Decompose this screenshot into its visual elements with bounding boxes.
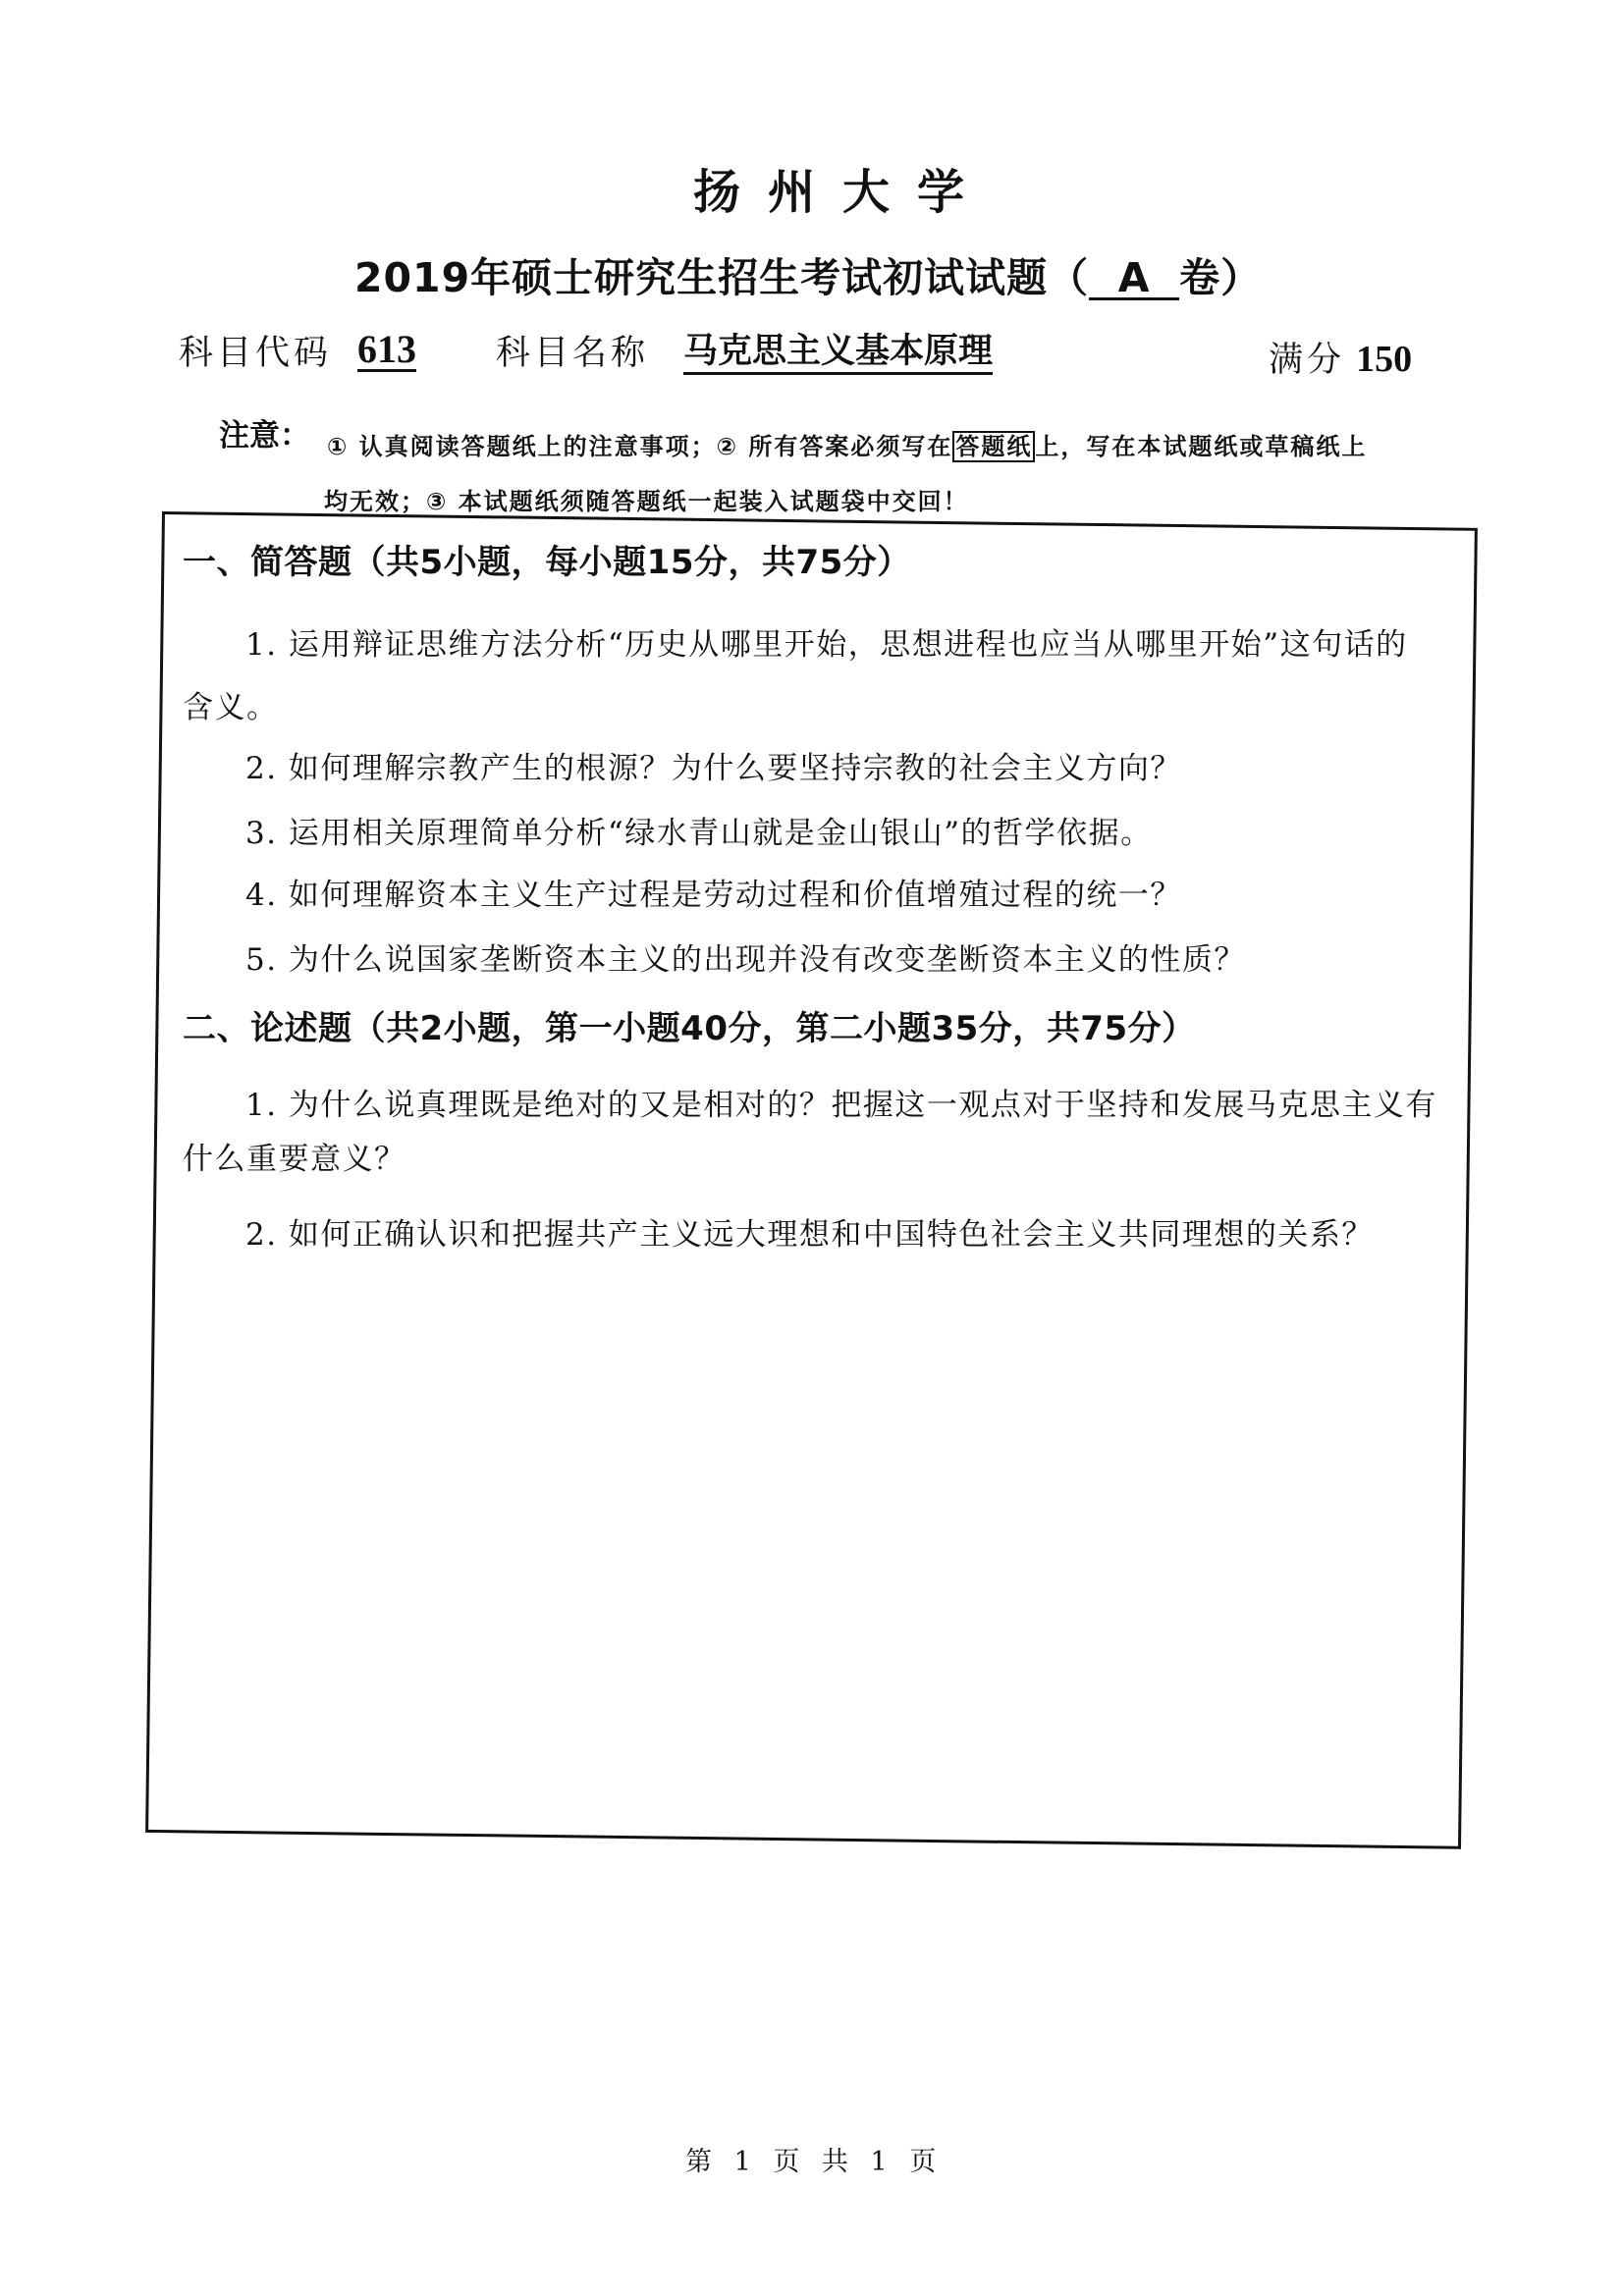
question-box <box>145 511 1478 1849</box>
question-2-2: 2. 如何正确认识和把握共产主义远大理想和中国特色社会主义共同理想的关系？ <box>245 1217 1374 1253</box>
page-indicator: 第 1 页 共 1 页 <box>685 2147 944 2177</box>
exam-title <box>354 253 1262 302</box>
exam-title-suffix: 卷） <box>1179 254 1263 301</box>
answer-sheet-boxed: 答题纸 <box>952 431 1035 462</box>
notice-line-2: 均无效；③ 本试题纸须随答题纸一起装入试题袋中交回！ <box>324 488 969 515</box>
question-2-1-cont: 什么重要意义？ <box>183 1142 406 1177</box>
university-title: 扬州大学 <box>693 165 993 220</box>
subject-code-value: 613 <box>357 327 416 371</box>
subject-name-value: 马克思主义基本原理 <box>683 331 993 375</box>
notice-text: ① 认真阅读答题纸上的注意事项；② 所有答案必须写在 <box>327 433 953 460</box>
notice-text: 上，写在本试题纸或草稿纸上 <box>1035 433 1368 460</box>
full-score <box>1269 338 1412 382</box>
question-1-1-cont: 含义。 <box>183 690 279 725</box>
full-score-label: 满分 <box>1269 341 1346 380</box>
question-1-2: 2. 如何理解宗教产生的根源？为什么要坚持宗教的社会主义方向？ <box>245 751 1182 786</box>
subject-code-label <box>179 332 332 375</box>
question-1-5: 5. 为什么说国家垄断资本主义的出现并没有改变垄断资本主义的性质？ <box>245 942 1246 978</box>
notice-line-1 <box>327 430 1367 463</box>
subject-name-label-text: 科目名称 <box>496 334 650 373</box>
full-score-value: 150 <box>1356 339 1413 380</box>
exam-title-prefix: 2019年硕士研究生招生考试初试试题（ <box>354 254 1090 301</box>
subject-code <box>357 327 416 373</box>
subject-name <box>683 330 993 375</box>
question-1-3: 3. 运用相关原理简单分析“绿水青山就是金山银山”的哲学依据。 <box>245 816 1153 851</box>
section-heading-short-answer: 一、简答题（共5小题，每小题15分，共75分） <box>183 543 911 582</box>
section-heading-essay: 二、论述题（共2小题，第一小题40分，第二小题35分，共75分） <box>183 1009 1196 1048</box>
subject-code-label-text: 科目代码 <box>179 334 333 373</box>
subject-name-label <box>496 332 649 375</box>
notice-label: 注意： <box>219 418 310 454</box>
question-1-1: 1. 运用辩证思维方法分析“历史从哪里开始，思想进程也应当从哪里开始”这句话的 <box>245 627 1408 663</box>
paper-type: A <box>1089 258 1179 300</box>
question-2-1: 1. 为什么说真理既是绝对的又是相对的？把握这一观点对于坚持和发展马克思主义有 <box>245 1088 1437 1123</box>
question-1-4: 4. 如何理解资本主义生产过程是劳动过程和价值增殖过程的统一？ <box>245 878 1182 913</box>
